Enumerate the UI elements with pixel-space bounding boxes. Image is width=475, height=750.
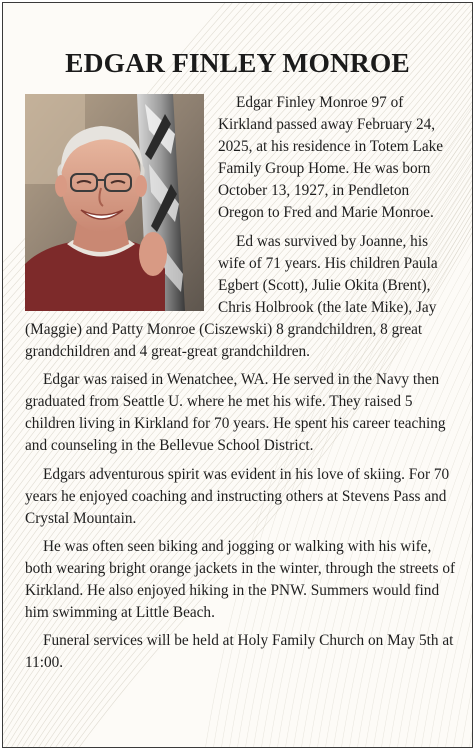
paragraph-death-and-birth: Edgar Finley Monroe 97 of Kirkland passed away February 24, 2025, at his residence in Totem Lake Family Group Home. He was born October 13, 1927, in Pendleton Oregon to Fred and Marie Monroe.: [218, 94, 444, 222]
obituary-notice: [2, 2, 473, 748]
paragraph-skiing: Edgars adventurous spirit was evident in his love of skiing. For 70 years he enjoyed coaching and instructing others at Stevens Pass and Crystal Mountain.: [25, 465, 450, 527]
paragraph-hobbies: He was often seen biking and jogging or walking with his wife, both wearing bright orange jackets in the winter, through the streets of Kirkland. He also enjoyed hiking in the PNW. Summers would find him swimming at Little Beach.: [25, 537, 456, 622]
obituary-body: [25, 92, 456, 680]
paragraph-survivors: Ed was survived by Joanne, his wife of 71 years. His children Paula Egbert (Scott), Julie Okita (Brent), Chris Holbrook (the late Mike), Jay (Maggie) and Patty Monroe (Ciszewski) 8 grandchildren, 8 great grandchildren and 4 great-great grandchildren.: [25, 232, 438, 361]
paragraph-funeral-services: Funeral services will be held at Holy Family Church on May 5th at 11:00.: [25, 632, 454, 672]
paragraph-early-life-career: Edgar was raised in Wenatchee, WA. He served in the Navy then graduated from Seattle U. where he met his wife. They raised 5 children living in Kirkland for 70 years. He spent his career teaching and counseling in the Bellevue School District.: [25, 371, 446, 455]
obituary-title: EDGAR FINLEY MONROE: [65, 47, 410, 78]
background-line: [467, 63, 472, 747]
